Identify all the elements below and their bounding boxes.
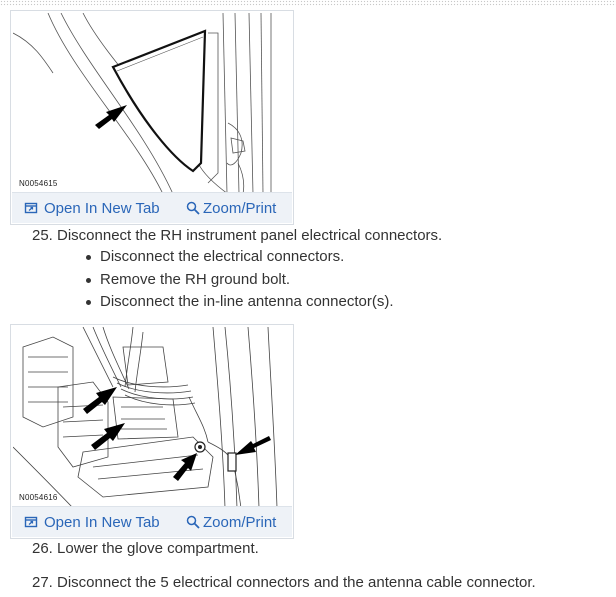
figure-n0054615 xyxy=(10,10,294,225)
zoom-print-link[interactable] xyxy=(186,513,276,531)
open-in-new-tab-link[interactable] xyxy=(24,513,160,531)
figure-id: N0054615 xyxy=(19,179,58,188)
illustration-connectors[interactable] xyxy=(13,327,291,508)
open-in-new-tab-label: Open In New Tab xyxy=(44,199,160,217)
trim-panel-shape xyxy=(113,31,205,171)
external-window-icon xyxy=(24,201,38,215)
figure-n0054616 xyxy=(10,324,294,539)
figure-id: N0054616 xyxy=(19,493,58,502)
bullet-item: Disconnect the electrical connectors. xyxy=(84,249,394,272)
figure-toolbar xyxy=(12,192,292,223)
figure-toolbar xyxy=(12,506,292,537)
bullet-item: Remove the RH ground bolt. xyxy=(84,272,394,295)
magnifier-icon xyxy=(186,515,200,529)
line-drawing xyxy=(13,327,291,508)
bullet-item: Disconnect the in-line antenna connector(s). xyxy=(84,294,394,317)
open-in-new-tab-label: Open In New Tab xyxy=(44,513,160,531)
step-27-text: 27. Disconnect the 5 electrical connectors and the antenna cable connector. xyxy=(32,574,536,591)
zoom-print-link[interactable] xyxy=(186,199,276,217)
callout-arrow xyxy=(95,105,127,129)
zoom-print-label: Zoom/Print xyxy=(203,513,277,531)
illustration-panel-trim[interactable] xyxy=(13,13,291,194)
callout-arrow xyxy=(235,436,271,455)
magnifier-icon xyxy=(186,201,200,215)
open-in-new-tab-link[interactable] xyxy=(24,199,160,217)
step-25-text: 25. Disconnect the RH instrument panel electrical connectors. xyxy=(32,227,443,244)
zoom-print-label: Zoom/Print xyxy=(203,199,277,217)
dotted-top-border xyxy=(0,0,616,6)
step-25-bullets xyxy=(84,249,394,317)
external-window-icon xyxy=(24,515,38,529)
antenna-connector xyxy=(228,453,236,471)
line-drawing xyxy=(13,13,291,194)
step-26-text: 26. Lower the glove compartment. xyxy=(32,540,259,557)
